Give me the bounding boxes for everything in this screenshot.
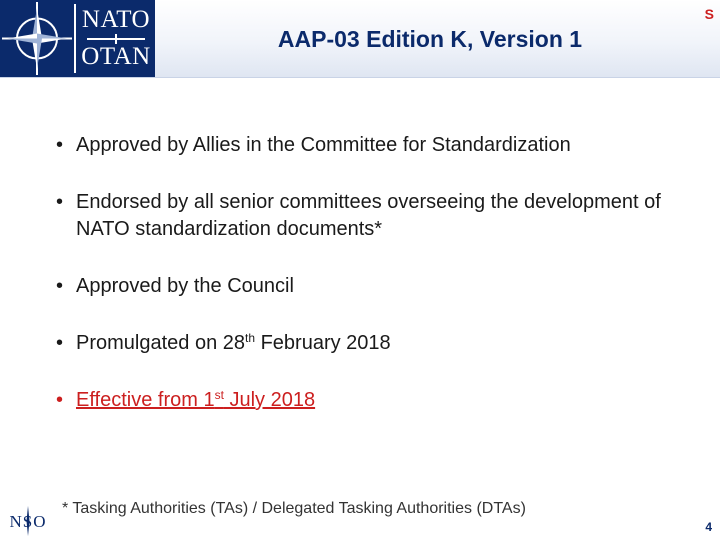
bullet-text-post: February 2018 <box>255 332 391 354</box>
bullet-item <box>56 273 696 300</box>
bullet-text: Approved by Allies in the Committee for Standardization <box>76 134 571 156</box>
bullet-marker: • <box>56 134 64 156</box>
bullet-ordinal-suffix: st <box>214 388 224 402</box>
classification-marker: S <box>704 6 714 22</box>
bullet-list <box>56 132 696 444</box>
bullet-text: Endorsed by all senior committees overseeing the development of NATO standardization documents* <box>76 191 661 240</box>
logo-text-otan: OTAN <box>81 43 151 70</box>
bullet-text <box>76 332 391 354</box>
nso-logo <box>4 506 52 536</box>
bullet-marker: • <box>56 332 64 354</box>
slide-header <box>0 0 720 78</box>
logo-divider <box>74 4 76 73</box>
bullet-text-pre: Effective from 1 <box>76 389 215 411</box>
footnote: * Tasking Authorities (TAs) / Delegated Tasking Authorities (DTAs) <box>62 500 526 517</box>
bullet-text: Approved by the Council <box>76 275 294 297</box>
bullet-item <box>56 330 696 357</box>
nso-logo-text: NSO <box>9 512 47 531</box>
nato-compass-star-icon <box>0 0 74 77</box>
bullet-text <box>76 389 315 411</box>
page-number: 4 <box>705 520 712 534</box>
logo-text-nato: NATO <box>81 6 151 33</box>
bullet-item <box>56 132 696 159</box>
bullet-item-highlighted <box>56 387 696 414</box>
bullet-marker: • <box>56 275 64 297</box>
bullet-marker: • <box>56 389 64 411</box>
slide-title: AAP-03 Edition K, Version 1 <box>277 26 583 52</box>
bullet-text-pre: Promulgated on 28 <box>76 332 246 354</box>
bullet-item <box>56 189 696 243</box>
bullet-marker: • <box>56 191 64 213</box>
nato-logo <box>0 0 155 77</box>
bullet-text-post: July 2018 <box>223 389 316 411</box>
bullet-ordinal-suffix: th <box>245 331 256 345</box>
